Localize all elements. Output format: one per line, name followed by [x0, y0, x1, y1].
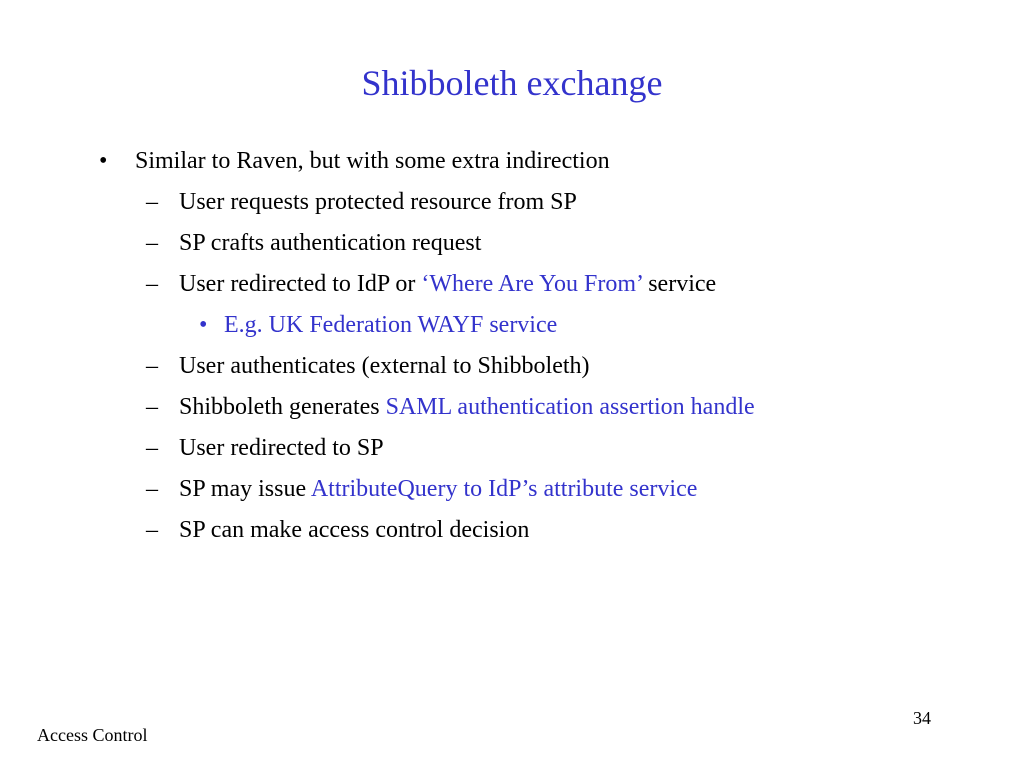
- plain-text: SP can make access control decision: [179, 517, 530, 543]
- bullet-text: [224, 305, 557, 346]
- footer-text: Access Control: [37, 725, 148, 745]
- plain-text: User redirected to SP: [179, 435, 384, 461]
- plain-text: User authenticates (external to Shibboleth): [179, 353, 590, 379]
- bullet-text: [179, 387, 755, 428]
- bullet-text: [135, 141, 610, 182]
- bullet-text: [179, 428, 384, 469]
- page-number: 34: [913, 708, 931, 728]
- bullet-dot-icon: •: [199, 312, 208, 338]
- bullet-dash-icon: –: [146, 476, 158, 502]
- slide-title: Shibboleth exchange: [361, 63, 663, 103]
- bullet-dash-icon: –: [146, 189, 158, 215]
- bullet-text: [179, 264, 716, 305]
- bullet-dash-icon: –: [146, 517, 158, 543]
- bullet-dash-icon: –: [146, 394, 158, 420]
- bullet-dot-icon: •: [99, 148, 108, 174]
- plain-text: User requests protected resource from SP: [179, 189, 577, 215]
- plain-text: SP may issue: [179, 476, 311, 502]
- highlighted-text: ‘Where Are You From’: [421, 271, 643, 297]
- plain-text: service: [642, 271, 717, 297]
- bullet-dash-icon: –: [146, 230, 158, 256]
- bullet-dash-icon: –: [146, 353, 158, 379]
- bullet-text: [179, 223, 481, 264]
- bullet-dash-icon: –: [146, 435, 158, 461]
- highlighted-text: AttributeQuery to IdP’s attribute service: [310, 476, 698, 502]
- bullet-text: [179, 346, 590, 387]
- plain-text: Shibboleth generates: [179, 394, 386, 420]
- highlighted-text: SAML authentication assertion handle: [385, 394, 755, 420]
- bullet-text: [179, 182, 577, 223]
- plain-text: User redirected to IdP or: [179, 271, 422, 297]
- highlighted-text: E.g. UK Federation WAYF service: [224, 312, 558, 338]
- bullet-text: [179, 469, 697, 510]
- bullet-dash-icon: –: [146, 271, 158, 297]
- bullet-text: [179, 510, 529, 551]
- plain-text: Similar to Raven, but with some extra indirection: [135, 148, 610, 174]
- plain-text: SP crafts authentication request: [179, 230, 482, 256]
